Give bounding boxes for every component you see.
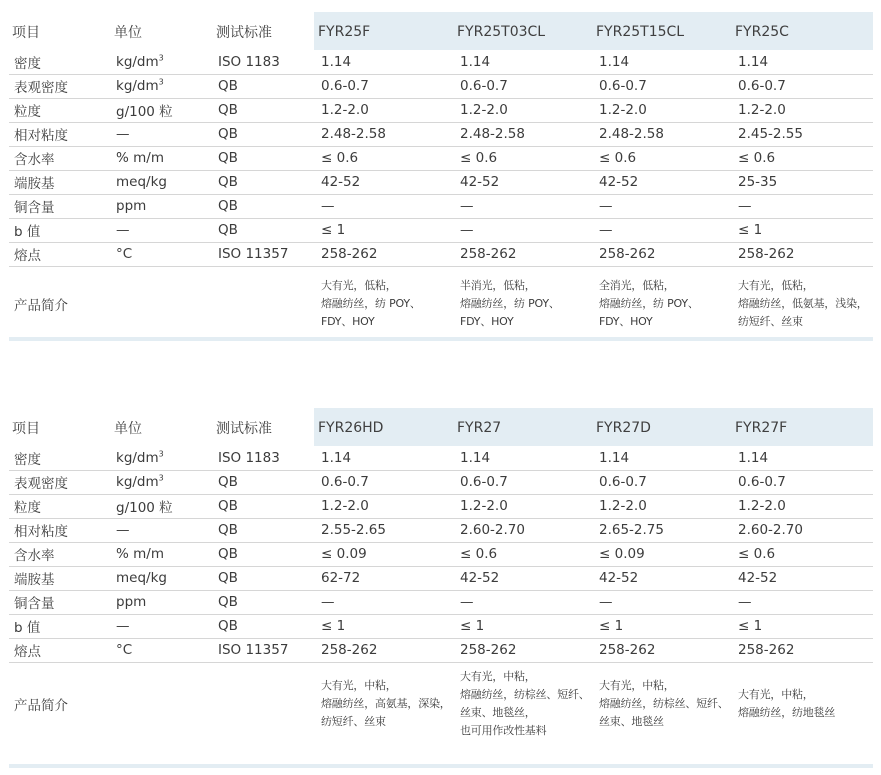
- row-value: 0.6-0.7: [314, 74, 453, 98]
- row-value: 2.48-2.58: [592, 122, 731, 146]
- summary-value: [731, 662, 873, 746]
- header-product: FYR25T15CL: [592, 12, 731, 50]
- unit-text: kg/dm: [116, 474, 159, 490]
- row-value: 42-52: [453, 170, 592, 194]
- header-product: FYR25F: [314, 12, 453, 50]
- table-row: [9, 470, 873, 494]
- row-value: 0.6-0.7: [453, 470, 592, 494]
- unit-superscript: 3: [158, 449, 164, 459]
- row-value: ≤ 0.09: [314, 542, 453, 566]
- summary-line: 纺短纤、丝束: [738, 315, 803, 329]
- row-item: 相对粘度: [9, 122, 111, 146]
- row-value: 2.60-2.70: [453, 518, 592, 542]
- summary-line: 熔融纺丝，纺地毯丝: [738, 706, 836, 720]
- row-value: 1.2-2.0: [731, 98, 873, 122]
- row-unit: [111, 614, 213, 638]
- row-item: 表观密度: [9, 470, 111, 494]
- summary-line: 大有光，低粘，: [738, 279, 814, 293]
- summary-line: 大有光，中粘，: [738, 688, 814, 702]
- summary-line: 熔融纺丝，低氨基，浅染，: [738, 297, 868, 311]
- row-item: 端胺基: [9, 566, 111, 590]
- summary-line: 全消光，低粘，: [599, 279, 675, 293]
- row-item: 粒度: [9, 98, 111, 122]
- row-value: 0.6-0.7: [314, 470, 453, 494]
- row-value: 2.48-2.58: [314, 122, 453, 146]
- summary-line: 熔融纺丝，纺 POY、: [460, 297, 560, 311]
- summary-line: 大有光，中粘，: [599, 679, 675, 693]
- table-row: [9, 446, 873, 470]
- header-product: FYR25T03CL: [453, 12, 592, 50]
- row-unit: [111, 74, 213, 98]
- summary-line: 熔融纺丝，纺 POY、: [321, 297, 421, 311]
- table-row: [9, 590, 873, 614]
- row-value: 1.14: [314, 446, 453, 470]
- row-item: b 值: [9, 614, 111, 638]
- row-item: 相对粘度: [9, 518, 111, 542]
- row-value: ≤ 1: [731, 614, 873, 638]
- row-item: b 值: [9, 218, 111, 242]
- summary-value: [731, 266, 873, 342]
- table-row: [9, 50, 873, 74]
- summary-line: 熔融纺丝，纺棕丝、短纤、: [460, 688, 590, 702]
- row-item: 铜含量: [9, 194, 111, 218]
- row-unit: [111, 146, 213, 170]
- row-value: 42-52: [592, 566, 731, 590]
- row-value: —: [453, 218, 592, 242]
- unit-text: kg/dm: [116, 449, 159, 466]
- unit-superscript: 3: [158, 53, 164, 63]
- row-value: 2.45-2.55: [731, 122, 873, 146]
- table-row: [9, 218, 873, 242]
- row-value: ≤ 1: [314, 614, 453, 638]
- table-bottom-bar: [9, 337, 873, 341]
- unit-text: —: [116, 522, 130, 538]
- row-value: 0.6-0.7: [592, 470, 731, 494]
- row-unit: [111, 446, 213, 470]
- row-value: ≤ 1: [453, 614, 592, 638]
- row-value: 1.2-2.0: [453, 98, 592, 122]
- row-value: 2.65-2.75: [592, 518, 731, 542]
- summary-line: 熔融纺丝，纺 POY、: [599, 297, 699, 311]
- row-value: 1.14: [453, 446, 592, 470]
- row-value: 1.2-2.0: [731, 494, 873, 518]
- row-standard: QB: [213, 98, 314, 122]
- row-value: —: [592, 590, 731, 614]
- row-value: 2.48-2.58: [453, 122, 592, 146]
- row-standard: QB: [213, 542, 314, 566]
- header-product: FYR27: [453, 408, 592, 446]
- header-product: FYR25C: [731, 12, 873, 50]
- row-value: —: [453, 590, 592, 614]
- summary-value: [453, 266, 592, 342]
- unit-text: meq/kg: [116, 570, 167, 586]
- row-unit: [111, 590, 213, 614]
- row-value: 258-262: [314, 242, 453, 266]
- row-value: —: [453, 194, 592, 218]
- header-product: FYR27D: [592, 408, 731, 446]
- row-standard: QB: [213, 470, 314, 494]
- row-standard: QB: [213, 566, 314, 590]
- row-value: 42-52: [731, 566, 873, 590]
- summary-line: 大有光，低粘，: [321, 279, 397, 293]
- row-item: 密度: [9, 50, 111, 74]
- summary-value: [453, 662, 592, 746]
- unit-text: °C: [116, 246, 133, 262]
- row-unit: [111, 50, 213, 74]
- table-row: [9, 146, 873, 170]
- header-product: FYR26HD: [314, 408, 453, 446]
- table-row: [9, 242, 873, 266]
- table-bottom-bar: [9, 764, 873, 768]
- header-unit: 单位: [114, 25, 142, 41]
- row-unit: [111, 518, 213, 542]
- summary-line: FDY、HOY: [599, 315, 653, 329]
- summary-value: [314, 662, 453, 746]
- table-row: [9, 518, 873, 542]
- row-value: ≤ 1: [314, 218, 453, 242]
- summary-line: 纺短纤、丝束: [321, 715, 386, 729]
- unit-text: kg/dm: [116, 53, 159, 70]
- header-unit: 单位: [114, 421, 142, 437]
- row-unit: [111, 242, 213, 266]
- summary-label: 产品简介: [14, 298, 68, 315]
- row-value: 1.14: [731, 50, 873, 74]
- unit-text: g/100 粒: [116, 104, 173, 120]
- row-value: 0.6-0.7: [453, 74, 592, 98]
- header-standard: 测试标准: [216, 421, 272, 437]
- row-standard: QB: [213, 590, 314, 614]
- row-unit: [111, 170, 213, 194]
- row-value: ≤ 0.6: [731, 146, 873, 170]
- table-row: [9, 614, 873, 638]
- row-value: 42-52: [592, 170, 731, 194]
- unit-text: ppm: [116, 198, 147, 214]
- row-value: 258-262: [453, 242, 592, 266]
- row-standard: ISO 1183: [213, 50, 314, 74]
- table-row: [9, 566, 873, 590]
- row-item: 熔点: [9, 242, 111, 266]
- row-standard: QB: [213, 218, 314, 242]
- row-value: ≤ 0.6: [314, 146, 453, 170]
- summary-line: FDY、HOY: [460, 315, 514, 329]
- header-row: [9, 12, 873, 50]
- spec-table-1: [9, 12, 873, 342]
- row-unit: [111, 566, 213, 590]
- row-unit: [111, 542, 213, 566]
- header-standard: 测试标准: [216, 25, 272, 41]
- row-unit: [111, 494, 213, 518]
- row-value: 1.14: [453, 50, 592, 74]
- row-item: 含水率: [9, 542, 111, 566]
- row-standard: ISO 11357: [213, 638, 314, 662]
- unit-text: meq/kg: [116, 174, 167, 190]
- row-value: ≤ 0.6: [453, 146, 592, 170]
- summary-line: 大有光，中粘，: [321, 679, 397, 693]
- table-row: [9, 638, 873, 662]
- summary-line: 大有光，中粘，: [460, 670, 536, 684]
- row-value: 42-52: [314, 170, 453, 194]
- row-item: 端胺基: [9, 170, 111, 194]
- row-item: 粒度: [9, 494, 111, 518]
- row-value: —: [314, 590, 453, 614]
- row-value: 258-262: [592, 242, 731, 266]
- row-standard: QB: [213, 122, 314, 146]
- row-value: —: [592, 194, 731, 218]
- header-row: [9, 408, 873, 446]
- row-value: 1.14: [592, 50, 731, 74]
- row-value: 0.6-0.7: [731, 74, 873, 98]
- row-value: ≤ 1: [731, 218, 873, 242]
- table-row: [9, 74, 873, 98]
- summary-value: [314, 266, 453, 342]
- summary-label: 产品简介: [14, 698, 68, 715]
- row-value: 1.2-2.0: [453, 494, 592, 518]
- header-product: FYR27F: [731, 408, 873, 446]
- row-value: ≤ 0.09: [592, 542, 731, 566]
- row-value: 258-262: [731, 638, 873, 662]
- row-value: ≤ 0.6: [453, 542, 592, 566]
- table-row: [9, 494, 873, 518]
- unit-text: °C: [116, 642, 133, 658]
- unit-text: —: [116, 126, 130, 142]
- summary-line: 熔融纺丝，高氨基，深染，: [321, 697, 451, 711]
- row-value: ≤ 1: [592, 614, 731, 638]
- summary-line: 熔融纺丝，纺棕丝、短纤、: [599, 697, 729, 711]
- spec-table-2: [9, 408, 873, 746]
- row-value: 62-72: [314, 566, 453, 590]
- row-standard: QB: [213, 614, 314, 638]
- table-row: [9, 170, 873, 194]
- row-value: —: [592, 218, 731, 242]
- row-standard: QB: [213, 194, 314, 218]
- row-value: 258-262: [453, 638, 592, 662]
- unit-superscript: 3: [158, 77, 164, 87]
- unit-text: g/100 粒: [116, 500, 173, 516]
- row-value: 258-262: [731, 242, 873, 266]
- row-value: 1.2-2.0: [314, 494, 453, 518]
- row-standard: ISO 11357: [213, 242, 314, 266]
- row-unit: [111, 122, 213, 146]
- header-item: 项目: [12, 25, 40, 41]
- summary-line: FDY、HOY: [321, 315, 375, 329]
- summary-line: 丝束、地毯丝: [599, 715, 664, 729]
- row-item: 表观密度: [9, 74, 111, 98]
- row-value: 1.14: [592, 446, 731, 470]
- row-value: 0.6-0.7: [592, 74, 731, 98]
- row-unit: [111, 194, 213, 218]
- row-unit: [111, 638, 213, 662]
- summary-line: 半消光，低粘，: [460, 279, 536, 293]
- row-value: 1.2-2.0: [592, 494, 731, 518]
- row-item: 铜含量: [9, 590, 111, 614]
- row-item: 熔点: [9, 638, 111, 662]
- row-unit: [111, 218, 213, 242]
- row-value: 2.55-2.65: [314, 518, 453, 542]
- table-row: [9, 194, 873, 218]
- row-value: 1.2-2.0: [592, 98, 731, 122]
- header-item: 项目: [12, 421, 40, 437]
- row-standard: QB: [213, 146, 314, 170]
- unit-text: % m/m: [116, 546, 164, 562]
- summary-row: [9, 266, 873, 342]
- row-standard: QB: [213, 170, 314, 194]
- unit-text: —: [116, 618, 130, 634]
- row-item: 含水率: [9, 146, 111, 170]
- row-value: ≤ 0.6: [731, 542, 873, 566]
- summary-row: [9, 662, 873, 746]
- row-item: 密度: [9, 446, 111, 470]
- row-value: —: [731, 590, 873, 614]
- row-value: 25-35: [731, 170, 873, 194]
- row-value: 1.14: [731, 446, 873, 470]
- summary-value: [592, 266, 731, 342]
- row-standard: QB: [213, 494, 314, 518]
- row-unit: [111, 470, 213, 494]
- row-unit: [111, 98, 213, 122]
- row-standard: QB: [213, 518, 314, 542]
- row-value: 0.6-0.7: [731, 470, 873, 494]
- row-value: 1.2-2.0: [314, 98, 453, 122]
- row-standard: ISO 1183: [213, 446, 314, 470]
- unit-text: kg/dm: [116, 78, 159, 94]
- unit-text: ppm: [116, 594, 147, 610]
- row-value: ≤ 0.6: [592, 146, 731, 170]
- row-value: 42-52: [453, 566, 592, 590]
- row-value: 258-262: [314, 638, 453, 662]
- summary-line: 也可用作改性基料: [460, 724, 547, 738]
- table-row: [9, 98, 873, 122]
- summary-line: 丝束、地毯丝，: [460, 706, 536, 720]
- row-value: —: [314, 194, 453, 218]
- row-value: 258-262: [592, 638, 731, 662]
- table-row: [9, 542, 873, 566]
- row-value: 1.14: [314, 50, 453, 74]
- summary-value: [592, 662, 731, 746]
- unit-text: % m/m: [116, 150, 164, 166]
- row-standard: QB: [213, 74, 314, 98]
- row-value: 2.60-2.70: [731, 518, 873, 542]
- table-row: [9, 122, 873, 146]
- unit-superscript: 3: [158, 473, 164, 483]
- row-value: —: [731, 194, 873, 218]
- unit-text: —: [116, 222, 130, 238]
